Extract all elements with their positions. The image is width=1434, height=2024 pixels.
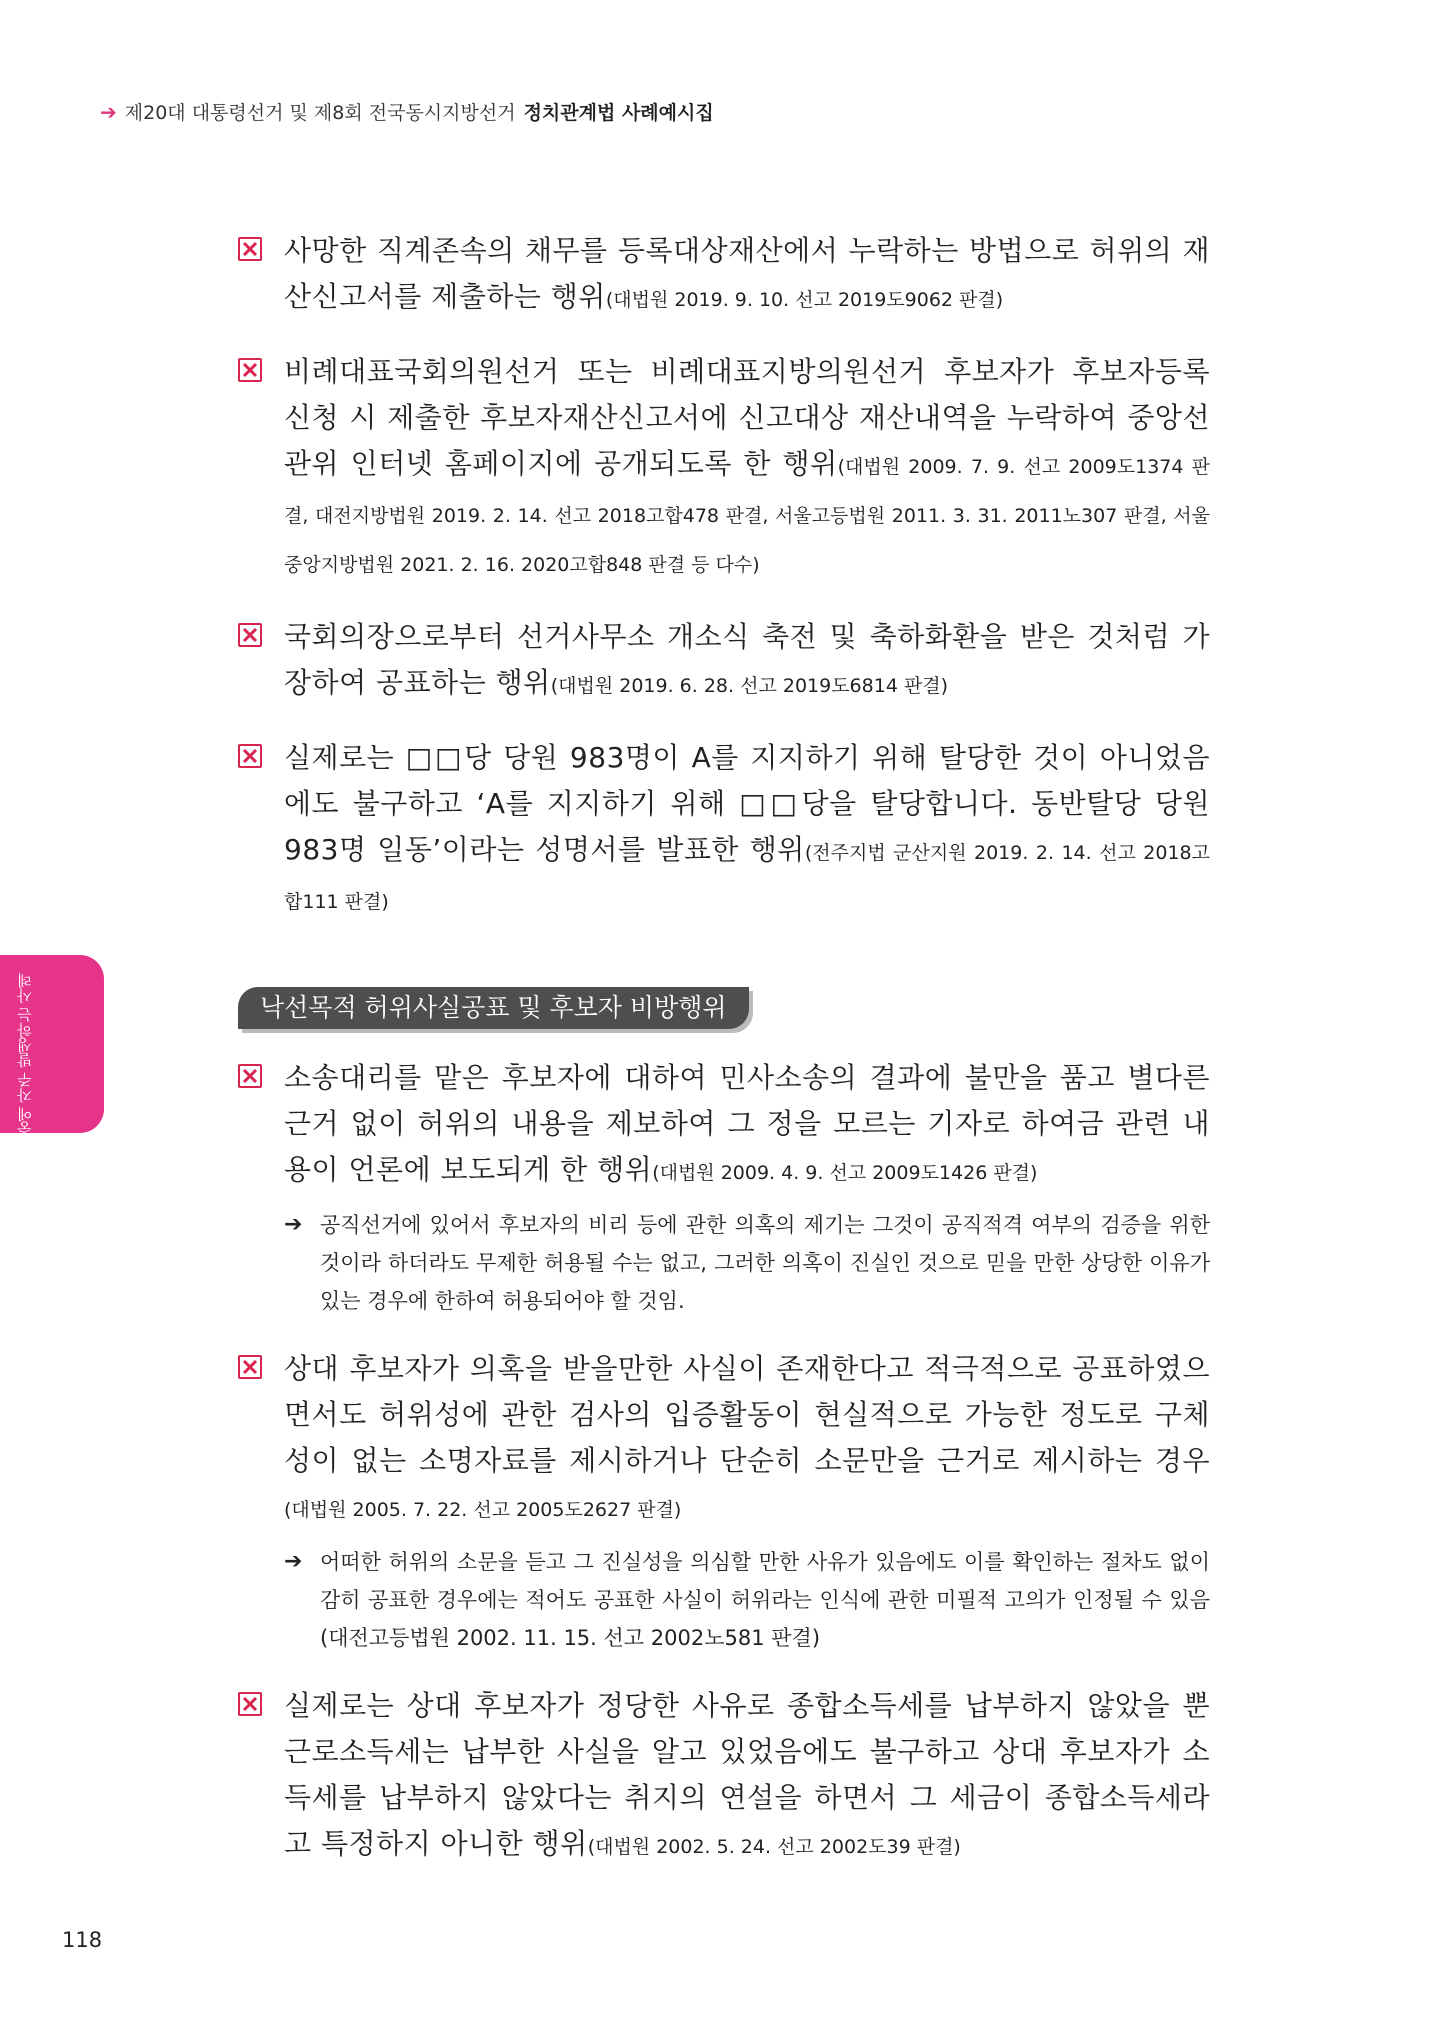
case-citation: (대법원 2009. 7. 9. 선고 2009도1374 판결, 대전지방법원 2019. 2. 14. 선고 2018고합478 판결, 서울고등법원 2011. 3. 31. 2011노307 판결, 서울중앙지방법원 2021. 2. 16. 2020고합848 판결 등 다수) <box>284 456 1211 576</box>
case-text: 국회의장으로부터 선거사무소 개소식 축전 및 축하화환을 받은 것처럼 가장하여 공표하는 행위 <box>284 620 1210 699</box>
x-box-icon <box>238 1355 262 1379</box>
case-text: 소송대리를 맡은 후보자에 대하여 민사소송의 결과에 불만을 품고 별다른 근거 없이 허위의 내용을 제보하여 그 정을 모르는 기자로 하여금 관련 내용이 언론에 보도되게 한 행위 <box>284 1061 1210 1186</box>
running-header <box>100 98 714 125</box>
case-item <box>238 1055 1210 1320</box>
section-heading: 낙선목적 허위사실공표 및 후보자 비방행위 <box>238 987 749 1029</box>
header-title: 정치관계법 사례예시집 <box>523 102 714 124</box>
case-citation: (대법원 2002. 5. 24. 선고 2002도39 판결) <box>587 1836 961 1858</box>
page-number: 118 <box>62 1928 103 1952</box>
case-citation: (대법원 2005. 7. 22. 선고 2005도2627 판결) <box>284 1499 682 1521</box>
case-note-text: 어떠한 허위의 소문을 듣고 그 진실성을 의심할 만한 사유가 있음에도 이를 확인하는 절차도 없이 감히 공표한 경우에는 적어도 공표한 사실이 허위라는 인식에 관한 미필적 고의가 인정될 수 있음(대전고등법원 2002. 11. 15. 선고 2002노581 판결) <box>320 1550 1210 1650</box>
arrow-right-icon: ➔ <box>100 99 117 124</box>
x-box-icon <box>238 744 262 768</box>
main-content <box>238 228 1210 1896</box>
case-citation: (전주지법 군산지원 2019. 2. 14. 선고 2018고합111 판결) <box>284 842 1210 913</box>
arrow-right-icon: ➔ <box>284 1212 303 1237</box>
arrow-right-icon: ➔ <box>284 1549 303 1574</box>
case-item <box>238 1683 1210 1870</box>
x-box-icon <box>238 358 262 382</box>
case-item <box>238 349 1210 588</box>
x-box-icon <box>238 1692 262 1716</box>
case-note <box>284 1206 1210 1320</box>
case-text: 상대 후보자가 의혹을 받을만한 사실이 존재한다고 적극적으로 공표하였으면서도 허위성에 관한 검사의 입증활동이 현실적으로 가능한 정도로 구체성이 없는 소명자료를 제시하거나 단순히 소문만을 근거로 제시하는 경우 <box>284 1352 1210 1477</box>
x-box-icon <box>238 237 262 261</box>
chapter-subtitle-line2: 자주 발생하는 사례 <box>16 973 34 1103</box>
case-item <box>238 735 1210 925</box>
x-box-icon <box>238 1064 262 1088</box>
case-text: 사망한 직계존속의 채무를 등록대상재산에서 누락하는 방법으로 허위의 재산신고서를 제출하는 행위 <box>284 234 1210 313</box>
case-item <box>238 1346 1210 1657</box>
case-note-text: 공직선거에 있어서 후보자의 비리 등에 관한 의혹의 제기는 그것이 공직적격 여부의 검증을 위한 것이라 하더라도 무제한 허용될 수는 없고, 그러한 의혹이 진실인 것으로 믿을 만한 상당한 이유가 있는 경우에 한하여 허용되어야 할 것임. <box>320 1213 1210 1313</box>
case-citation: (대법원 2019. 6. 28. 선고 2019도6814 판결) <box>550 675 949 697</box>
case-text: 실제로는 □□당 당원 983명이 A를 지지하기 위해 탈당한 것이 아니었음에도 불구하고 ‘A를 지지하기 위해 □□당을 탈당합니다. 동반탈당 당원 983명 일동’이라는 성명서를 발표한 행위 <box>284 741 1210 866</box>
case-note <box>284 1543 1210 1657</box>
case-item <box>238 614 1210 709</box>
chapter-subtitle-line1: 선거기간 중에 <box>16 1106 34 1202</box>
header-prefix: 제20대 대통령선거 및 제8회 전국동시지방선거 <box>124 102 516 124</box>
case-citation: (대법원 2019. 9. 10. 선고 2019도9062 판결) <box>605 289 1004 311</box>
case-text: 실제로는 상대 후보자가 정당한 사유로 종합소득세를 납부하지 않았을 뿐 근로소득세는 납부한 사실을 알고 있었음에도 불구하고 상대 후보자가 소득세를 납부하지 않았다는 취지의 연설을 하면서 그 세금이 종합소득세라고 특정하지 아니한 행위 <box>284 1689 1210 1860</box>
case-text: 비례대표국회의원선거 또는 비례대표지방의원선거 후보자가 후보자등록 신청 시 제출한 후보자재산신고서에 신고대상 재산내역을 누락하여 중앙선관위 인터넷 홈페이지에 공개되도록 한 행위 <box>284 355 1210 480</box>
case-citation: (대법원 2009. 4. 9. 선고 2009도1426 판결) <box>652 1162 1038 1184</box>
case-item <box>238 228 1210 323</box>
chapter-side-tab <box>0 955 104 1265</box>
chapter-label: 제5장 <box>17 1205 42 1265</box>
x-box-icon <box>238 623 262 647</box>
